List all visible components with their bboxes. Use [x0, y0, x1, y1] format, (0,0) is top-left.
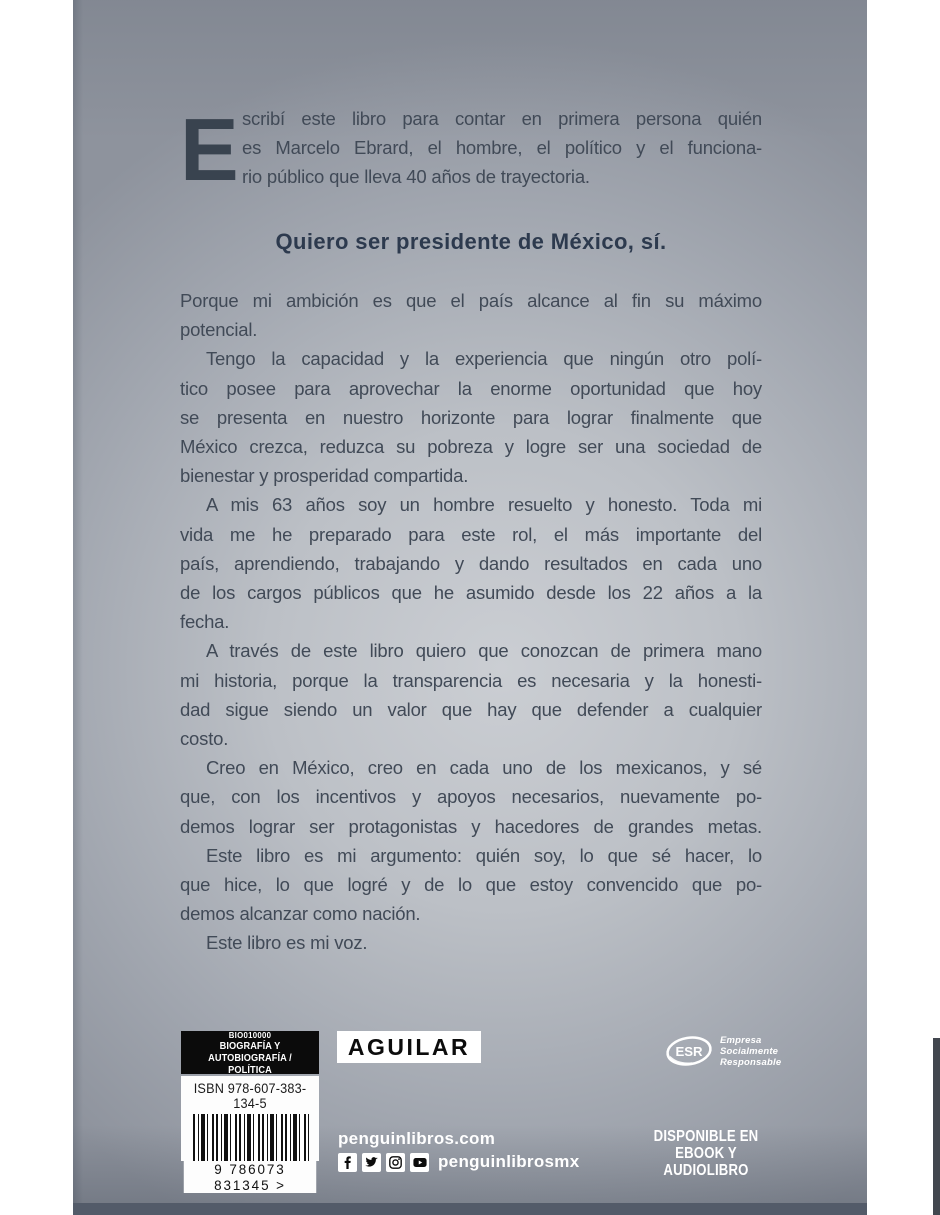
page-edge-strip [933, 1038, 940, 1215]
twitter-icon [362, 1153, 381, 1172]
esr-caption [720, 1035, 781, 1068]
text-line: mi historia, porque la transparencia es necesaria y la honesti- [180, 669, 762, 691]
text-line: rio público que lleva 40 años de trayectoria. [242, 166, 590, 188]
opening-paragraph-lines [180, 104, 762, 192]
youtube-icon [410, 1153, 429, 1172]
paragraph [180, 344, 762, 490]
esr-ellipse-icon [665, 1031, 713, 1071]
text-line: scribí este libro para contar en primera persona quién [242, 108, 762, 129]
publisher-website: penguinlibros.com [338, 1129, 496, 1148]
facebook-icon [338, 1153, 357, 1172]
text-line: fecha. [180, 611, 230, 633]
text-line: Este libro es mi voz. [206, 932, 368, 954]
instagram-icon [386, 1153, 405, 1172]
bisac-subcategory: POLÍTICA [228, 1064, 272, 1076]
text-line: México crezca, reduzca su pobreza y logre ser una sociedad de [180, 436, 762, 458]
esr-caption-line: Empresa [720, 1034, 762, 1046]
text-line: que hice, lo que logré y de lo que estoy convencido que po- [180, 874, 762, 896]
text-line: Tengo la capacidad y la experiencia que ningún otro polí- [206, 348, 762, 370]
esr-caption-line: Socialmente [720, 1045, 779, 1057]
barcode [193, 1114, 309, 1162]
text-line: Creo en México, creo en cada uno de los mexicanos, y sé [206, 757, 762, 779]
availability-line: EBOOK Y AUDIOLIBRO [663, 1145, 749, 1179]
text-line: costo. [180, 728, 229, 750]
text-line: que, con los incentivos y apoyos necesarios, nuevamente po- [180, 786, 762, 808]
book-back-cover [73, 0, 867, 1215]
text-line: es Marcelo Ebrard, el hombre, el político y el funciona- [242, 137, 762, 159]
publisher-logo-box [337, 1031, 481, 1063]
text-line: Este libro es mi argumento: quién soy, lo que sé hacer, lo [206, 844, 762, 866]
isbn-barcode-box [181, 1076, 319, 1193]
publisher-contact [338, 1129, 579, 1172]
text-line: A mis 63 años soy un hombre resuelto y honesto. Toda mi [206, 494, 762, 516]
text-line: de los cargos públicos que he asumido desde los 22 años a la [180, 582, 762, 604]
text-line: demos alcanzar como nación. [180, 903, 421, 925]
bottom-accent-bar [73, 1203, 867, 1215]
drop-cap-letter: E [180, 100, 237, 199]
isbn-digits: 9 786073 831345 > [184, 1161, 316, 1193]
text-line: demos lograr ser protagonistas y hacedores de grandes metas. [180, 815, 762, 837]
text-line: vida me he preparado para este rol, el más importante del [180, 523, 762, 545]
text-line: dad sigue siendo un valor que hay que defender a cualquier [180, 698, 762, 720]
text-line: tico posee para aprovechar la enorme oportunidad que hoy [180, 377, 762, 399]
esr-badge [665, 1027, 840, 1075]
paragraph [180, 841, 762, 929]
text-line: país, aprendiendo, trabajando y dando resultados en cada uno [180, 552, 762, 574]
text-line: A través de este libro quiero que conozcan de primera mano [206, 640, 762, 662]
text-line: bienestar y prosperidad compartida. [180, 465, 469, 487]
bisac-category-box [181, 1031, 319, 1074]
availability-line: DISPONIBLE EN [653, 1128, 759, 1145]
text-line: potencial. [180, 319, 258, 341]
bisac-category-text [187, 1029, 314, 1077]
headline: Quiero ser presidente de México, sí. [275, 229, 667, 254]
social-handle: penguinlibrosmx [438, 1152, 580, 1171]
publisher-logo: AGUILAR [347, 1033, 471, 1060]
availability-note [652, 1128, 759, 1179]
bisac-code: BIO010000 [228, 1029, 272, 1040]
paragraph [180, 753, 762, 841]
social-row [338, 1152, 579, 1172]
text-line: Porque mi ambición es que el país alcance al fin su máximo [180, 290, 762, 311]
paragraph [180, 490, 762, 636]
isbn-label: ISBN 978-607-383-134-5 [193, 1081, 307, 1111]
opening-paragraph [180, 100, 762, 199]
esr-caption-line: Responsable [720, 1056, 782, 1068]
text-line: se presenta en nuestro horizonte para lograr finalmente que [180, 406, 762, 428]
body-paragraphs [180, 286, 762, 958]
bisac-category: BIOGRAFÍA Y AUTOBIOGRAFÍA / [208, 1040, 292, 1064]
svg-text:ESR: ESR [675, 1043, 703, 1059]
paragraph [180, 636, 762, 753]
paragraph [180, 928, 762, 957]
paragraph [180, 286, 762, 344]
